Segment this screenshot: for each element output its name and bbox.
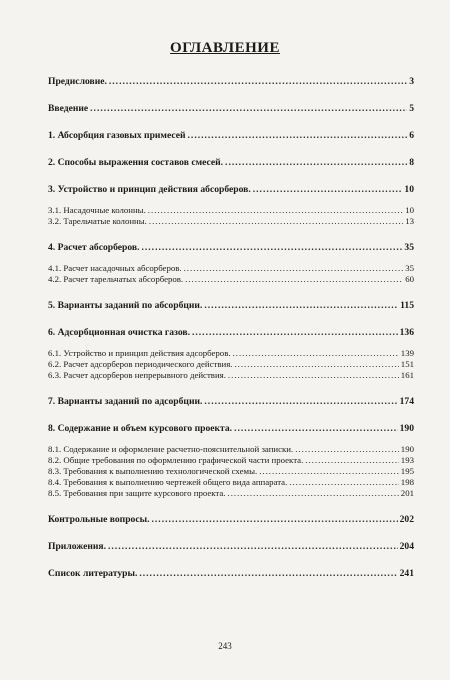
toc-entry-page: 8	[409, 157, 414, 168]
toc-entry-page: 35	[404, 242, 414, 253]
toc-leader	[259, 466, 399, 477]
toc-leader	[148, 205, 403, 216]
toc-leader	[305, 455, 399, 466]
toc-entry-page: 60	[405, 274, 414, 284]
toc-entry-page: 139	[400, 348, 414, 358]
toc-entry-page: 195	[400, 466, 414, 476]
toc-entry-page: 193	[400, 455, 414, 465]
toc-entry-label: 8.3. Требования к выполнению технологической схемы.	[48, 466, 258, 476]
toc-entry	[48, 370, 414, 381]
page-number: 243	[218, 641, 232, 651]
toc-entry	[48, 444, 414, 455]
toc-entry-label: 5. Варианты заданий по абсорбции.	[48, 300, 203, 311]
toc-entry-page: 6	[409, 130, 414, 141]
toc-entry-page: 161	[400, 370, 414, 380]
toc-leader	[228, 370, 399, 381]
toc-entry-page: 35	[405, 263, 414, 273]
toc-leader	[295, 444, 399, 455]
toc-entry-label: Контрольные вопросы.	[48, 514, 150, 525]
toc-entry-page: 198	[400, 477, 414, 487]
toc-leader	[192, 327, 398, 339]
toc-entry-label: 1. Абсорбция газовых примесей	[48, 130, 186, 141]
toc-leader	[109, 76, 407, 88]
toc-leader	[152, 514, 398, 526]
toc-entry	[48, 157, 414, 169]
toc-entry	[48, 184, 414, 196]
toc-entry	[48, 568, 414, 580]
toc-entry-label: 2. Способы выражения составов смесей.	[48, 157, 224, 168]
toc-entry-label: Список литературы.	[48, 568, 138, 579]
toc-entry	[48, 541, 414, 553]
toc-entry-label: 3.2. Тарельчатые колонны.	[48, 216, 147, 226]
toc-entry	[48, 477, 414, 488]
toc-entry-page: 204	[399, 541, 414, 552]
toc-entry-page: 5	[409, 103, 414, 114]
toc-leader	[233, 348, 399, 359]
toc-entry-page: 174	[399, 396, 414, 407]
toc-entry-label: 8. Содержание и объем курсового проекта.	[48, 423, 233, 434]
toc-entry	[48, 216, 414, 227]
toc-entry-page: 136	[399, 327, 414, 338]
toc-entry-page: 13	[405, 216, 414, 226]
toc-leader	[234, 423, 398, 435]
toc-entry-page: 190	[400, 444, 414, 454]
toc-leader	[253, 184, 403, 196]
toc-leader	[289, 477, 399, 488]
toc-leader	[234, 359, 398, 370]
toc-leader	[139, 568, 397, 580]
toc-leader	[90, 103, 407, 115]
toc-leader	[185, 274, 403, 285]
toc-entry-page: 151	[400, 359, 414, 369]
toc-entry	[48, 242, 414, 254]
toc-entry-label: Приложения.	[48, 541, 106, 552]
toc-entry-label: 6.2. Расчет адсорберов периодического действия.	[48, 359, 233, 369]
toc-leader	[149, 216, 403, 227]
toc-entry	[48, 300, 414, 312]
toc-entry-page: 10	[404, 184, 414, 195]
toc-entry-label: 8.1. Содержание и оформление расчетно-пояснительной записки.	[48, 444, 294, 454]
toc-entry	[48, 263, 414, 274]
toc-entry-label: 6. Адсорбционная очистка газов.	[48, 327, 190, 338]
toc-entry-label: 4.1. Расчет насадочных абсорберов.	[48, 263, 182, 273]
toc-entry-label: Введение	[48, 103, 89, 114]
toc-entry-label: 4. Расчет абсорберов.	[48, 242, 140, 253]
toc-leader	[204, 396, 397, 408]
toc-leader	[228, 488, 399, 499]
toc-leader	[225, 157, 407, 169]
toc-entry	[48, 514, 414, 526]
toc-entry-page: 202	[399, 514, 414, 525]
toc-entry	[48, 396, 414, 408]
toc-entry-label: 3. Устройство и принцип действия абсорберов.	[48, 184, 251, 195]
toc-entry	[48, 205, 414, 216]
toc-entry-label: 8.4. Требования к выполнению чертежей общего вида аппарата.	[48, 477, 288, 487]
toc-entry-page: 190	[399, 423, 414, 434]
toc-entry-label: 3.1. Насадочные колонны.	[48, 205, 146, 215]
table-of-contents	[48, 76, 414, 580]
toc-leader	[188, 130, 408, 142]
toc-entry	[48, 348, 414, 359]
toc-leader	[108, 541, 398, 553]
toc-entry	[48, 455, 414, 466]
toc-entry-page: 115	[400, 300, 414, 311]
toc-entry	[48, 488, 414, 499]
toc-entry	[48, 274, 414, 285]
toc-entry	[48, 76, 414, 88]
page-title: ОГЛАВЛЕНИЕ	[170, 40, 280, 56]
toc-entry	[48, 423, 414, 435]
toc-entry	[48, 130, 414, 142]
toc-entry	[48, 103, 414, 115]
toc-entry	[48, 359, 414, 370]
toc-leader	[204, 300, 398, 312]
toc-entry-label: 8.2. Общие требования по оформлению графической части проекта.	[48, 455, 304, 465]
toc-entry-label: 7. Варианты заданий по адсорбции.	[48, 396, 203, 407]
toc-entry	[48, 466, 414, 477]
toc-entry-label: 6.3. Расчет адсорберов непрерывного действия.	[48, 370, 226, 380]
toc-leader	[141, 242, 402, 254]
toc-entry-label: 4.2. Расчет тарельчатых абсорберов.	[48, 274, 184, 284]
toc-leader	[184, 263, 404, 274]
toc-entry-label: 6.1. Устройство и принцип действия адсорберов.	[48, 348, 231, 358]
toc-entry-label: Предисловие.	[48, 76, 107, 87]
toc-entry-label: 8.5. Требования при защите курсового проекта.	[48, 488, 226, 498]
toc-entry-page: 201	[400, 488, 414, 498]
toc-entry-page: 10	[405, 205, 414, 215]
toc-entry-page: 241	[399, 568, 414, 579]
toc-entry	[48, 327, 414, 339]
toc-entry-page: 3	[409, 76, 414, 87]
